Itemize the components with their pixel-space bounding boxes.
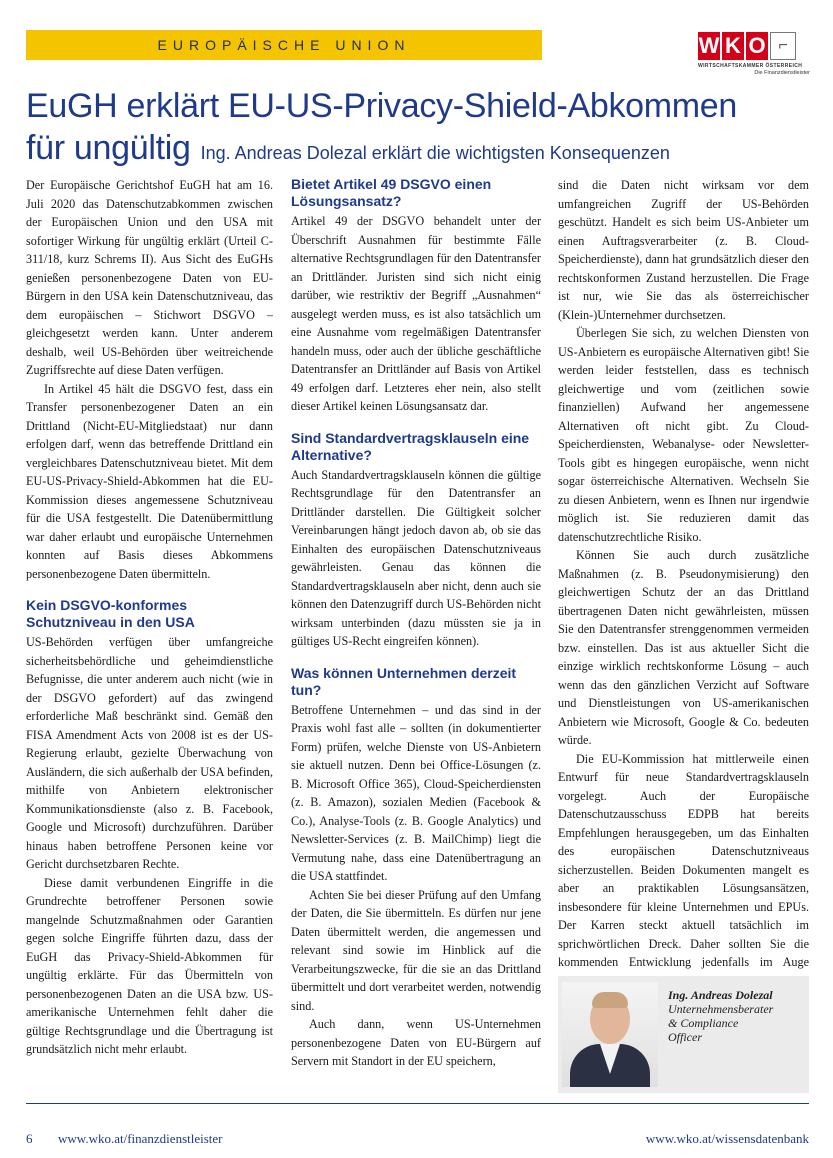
paragraph: Betroffene Unternehmen – und das sind in der Praxis wohl fast alle – sollten (in dokumentierter Form) prüfen, welche Dienste von US-Anbietern sie aktuell nutzen. Denn bei Office-Lösungen (z. B. Microsoft Office 365), Cloud-Speicherdiensten (z. B. Amazon), sozialen Medien (Facebook & Co.), Analyse-Tools (z. B. Google Analytics) und Newsletter-Services (z. B. MailChimp) liegt die Vermutung nahe, dass eine Datenübertragung an die USA stattfindet. [291, 702, 541, 883]
paragraph: Der Europäische Gerichtshof EuGH hat am 16. Juli 2020 das Datenschutzabkommen zwischen der Europäischen Union und den USA mit sofortiger Wirkung für ungültig erklärt (Urteil C-311/18, kurz Schrems II). Aus Sicht des EuGHs genießen personenbezogene Daten von EU-Bürgern in den USA kein Datenschutzniveau, das dem europäischen – Stichwort DSGVO – gleichgesetzt werden kann. Unter anderem deshalb, weil US-Behörden über weitreichende Zugriffsrechte auf diese Daten verfügen. [26, 178, 273, 377]
logo-letter-o: O [746, 32, 768, 60]
paragraph: Überlegen Sie sich, zu welchen Diensten von US-Anbietern es europäische Alternativen gibt! Sie werden leider feststellen, dass es technisch gleichwertige und vom (zeitlichen sowie finanziellen) Aufwand her angemessene Alternativen oft nicht gibt. Zu Cloud-Speicherdiensten, Webanalyse- oder Newsletter-Tools gibt es hingegen europäische, wenn nicht sogar österreichische Alternativen. Wechseln Sie zu diesen Anbietern, wenn es Ihnen nur irgendwie möglich ist. Sie reduzieren damit das datenschutzrechtliche Risiko. [558, 326, 809, 544]
paragraph: sind die Daten nicht wirksam vor dem umfangreichen Zugriff der US-Behörden geschützt. Handelt es sich beim US-Anbieter um einen Auftragsverarbeiter (z. B. Cloud-Speicherdienste), dann hat grundsätzlich dieser den rechtskonformen Zustand herzustellen. Die Frage ist nur, wie Sie das als österreichischer (Klein-)Unternehmer durchsetzen. [558, 178, 809, 322]
logo-letter-w: W [698, 33, 720, 58]
paragraph: Achten Sie bei dieser Prüfung auf den Umfang der Daten, die Sie übermitteln. Es dürfen nur jene Daten übermittelt werden, die angemessen und relevant sind sowie im Hinblick auf die Verarbeitungszwecke, für die sie an das Drittland übermittelt und dort verarbeitet werden, notwendig sind. [291, 887, 541, 1013]
footer-link-finanzdienstleister[interactable]: www.wko.at/finanzdienstleister [58, 1131, 223, 1146]
headline-subtitle: Ing. Andreas Dolezal erklärt die wichtigsten Konsequenzen [200, 143, 670, 163]
paragraph: Können Sie auch durch zusätzliche Maßnahmen (z. B. Pseudonymisierung) den gleichwertigen Schutz der an das Drittland übertragenen Daten nicht gewährleisten, müssen Sie den Datentransfer strenggenommen vermeiden bzw. einstellen. Das ist aus aktueller Sicht die einzige wirklich rechtskonforme Lösung – auch wenn das den gänzlichen Verzicht auf Software und Dienstleistungen von US-amerikanischen Anbietern wie Microsoft, Google & Co. bedeuten würde. [558, 548, 809, 747]
paragraph: Auch dann, wenn US-Unternehmen personenbezogene Daten von EU-Bürgern auf Servern mit Standort in der EU speichern, [291, 1017, 541, 1068]
author-role: Unternehmensberater [668, 1002, 774, 1016]
author-role: & Compliance [668, 1016, 739, 1030]
headline-line-2: für ungültig [26, 129, 191, 167]
paragraph: Die EU-Kommission hat mittlerweile einen Entwurf für neue Standardvertragsklauseln vorgelegt. Auch der Europäische Datenschutzausschuss EDPB hat bereits Empfehlungen herausgegeben, um das Einhalten des europäischen Datenschutzniveaus sicherzustellen. Beiden Dokumenten mangelt es aber an praktikablen Lösungsansätzen, insbesondere für kleine Unternehmen und EPUs. Der Karren steckt aktuell tatsächlich im sprichwörtlichen Dreck. Daher sollten Sie die kommenden Entwicklung jedenfalls im Auge [558, 751, 809, 969]
article-column-3 [558, 176, 809, 990]
eagle-emblem-icon: ⌐ [770, 32, 796, 60]
article-column-1 [26, 176, 273, 1059]
headline-line-2-wrapper [26, 128, 826, 168]
author-info [668, 988, 773, 1044]
footer-divider [26, 1103, 809, 1104]
paragraph: In Artikel 45 hält die DSGVO fest, dass ein Transfer personenbezogener Daten an ein Drittland (Nicht-EU-Mitgliedstaat) nur dann erfolgen darf, wenn das betreffende Drittland ein vergleichbares Datenschutzniveau bietet. Mit dem EU-US-Privacy-Shield-Abkommen hat die EU-Kommission dieses angemessene Schutzniveau für die USA festgestellt. Die Datenübermittlung war daher erlaubt und europäische Unternehmen konnten auf Basis dieses Abkommens personenbezogene Daten übermitteln. [26, 381, 273, 581]
section-heading: Was können Unternehmen derzeit tun? [291, 664, 517, 698]
logo-line-1: WIRTSCHAFTSKAMMER ÖSTERREICH [698, 63, 803, 69]
paragraph: Diese damit verbundenen Eingriffe in die Grundrechte betroffener Personen sowie mangelnde Schutzmaßnahmen oder Garantien gegen solche Eingriffe führten dazu, dass der EuGH das Privacy-Shield-Abkommen für ungültig erklärte. Für das Übermitteln von personenbezogenen Daten an die USA bzw. US-amerikanische Unternehmen fehlt daher die gültige Rechtsgrundlage und die Übertragung ist grundsätzlich nicht mehr erlaubt. [26, 875, 273, 1056]
logo-letter-k: K [722, 32, 744, 60]
wko-logo [698, 32, 810, 80]
logo-line-2: Die Finanzdienstleister [754, 70, 810, 76]
author-photo [562, 982, 658, 1087]
article-column-2 [291, 176, 541, 1071]
author-role: Officer [668, 1030, 702, 1044]
section-heading: Bietet Artikel 49 DSGVO einen Lösungsansatz? [291, 176, 492, 209]
author-box [558, 976, 809, 1093]
page-number: 6 [26, 1131, 33, 1146]
headline-line-1: EuGH erklärt EU-US-Privacy-Shield-Abkommen [26, 87, 738, 125]
category-banner [26, 30, 542, 60]
section-heading: Sind Standardvertragsklauseln eine Alternative? [291, 429, 530, 463]
section-heading: Kein DSGVO-konformes Schutzniveau in den USA [26, 597, 195, 630]
paragraph: Artikel 49 der DSGVO behandelt unter der Überschrift Ausnahmen für bestimmte Fälle alternative Rechtsgrundlagen für den Datentransfer an Drittländer. Juristen sind sich nicht einig darüber, wie restriktiv der Begriff „Ausnahmen“ ausgelegt werden muss, es ist also tatsächlich um eine Ausnahme vom regelmäßigen Datentransfer handeln muss, oder auch der übliche geschäftliche Datentransfer an Drittländer auf Basis von Artikel 49 erfolgen darf. Letzteres eher nein, also stellt dieser Artikel keinen Lösungsansatz dar. [291, 214, 541, 413]
paragraph: US-Behörden verfügen über umfangreiche sicherheitsbehördliche und geheimdienstliche Befugnisse, die unter anderem auch nicht (wie in der DSGVO gefordert) auf das zwingend erforderliche Maß beschränkt sind. Gemäß den FISA Amendment Acts von 2008 ist es der US-Regierung erlaubt, gezielte Überwachung von Ausländern, die sich außerhalb der USA befinden, mithilfe von Anbietern elektronischer Kommunikationsdienste (also z. B. Facebook, Google und Microsoft) durchzuführen. Darüber hinaus haben betroffene Personen keine vor Gericht durchsetzbaren Rechte. [26, 635, 273, 871]
category-label: EUROPÄISCHE UNION [157, 37, 411, 53]
footer-link-wissensdatenbank[interactable]: www.wko.at/wissensdatenbank [645, 1131, 809, 1146]
paragraph: Auch Standardvertragsklauseln können die gültige Rechtsgrundlage für den Datentransfer an Drittländer darstellen. Die Gültigkeit solcher Vereinbarungen hängt jedoch davon ab, ob sie das Einhalten des europäischen Datenschutzniveaus gewährleisten. Genau das können die Standardvertragsklauseln aber nicht, denn auch sie können den Datenzugriff durch US-Behörden nicht wirksam unterbinden (dazu müssten sie ja in gültiges US-Recht eingreifen können). [291, 467, 541, 648]
author-name: Ing. Andreas Dolezal [668, 988, 773, 1002]
